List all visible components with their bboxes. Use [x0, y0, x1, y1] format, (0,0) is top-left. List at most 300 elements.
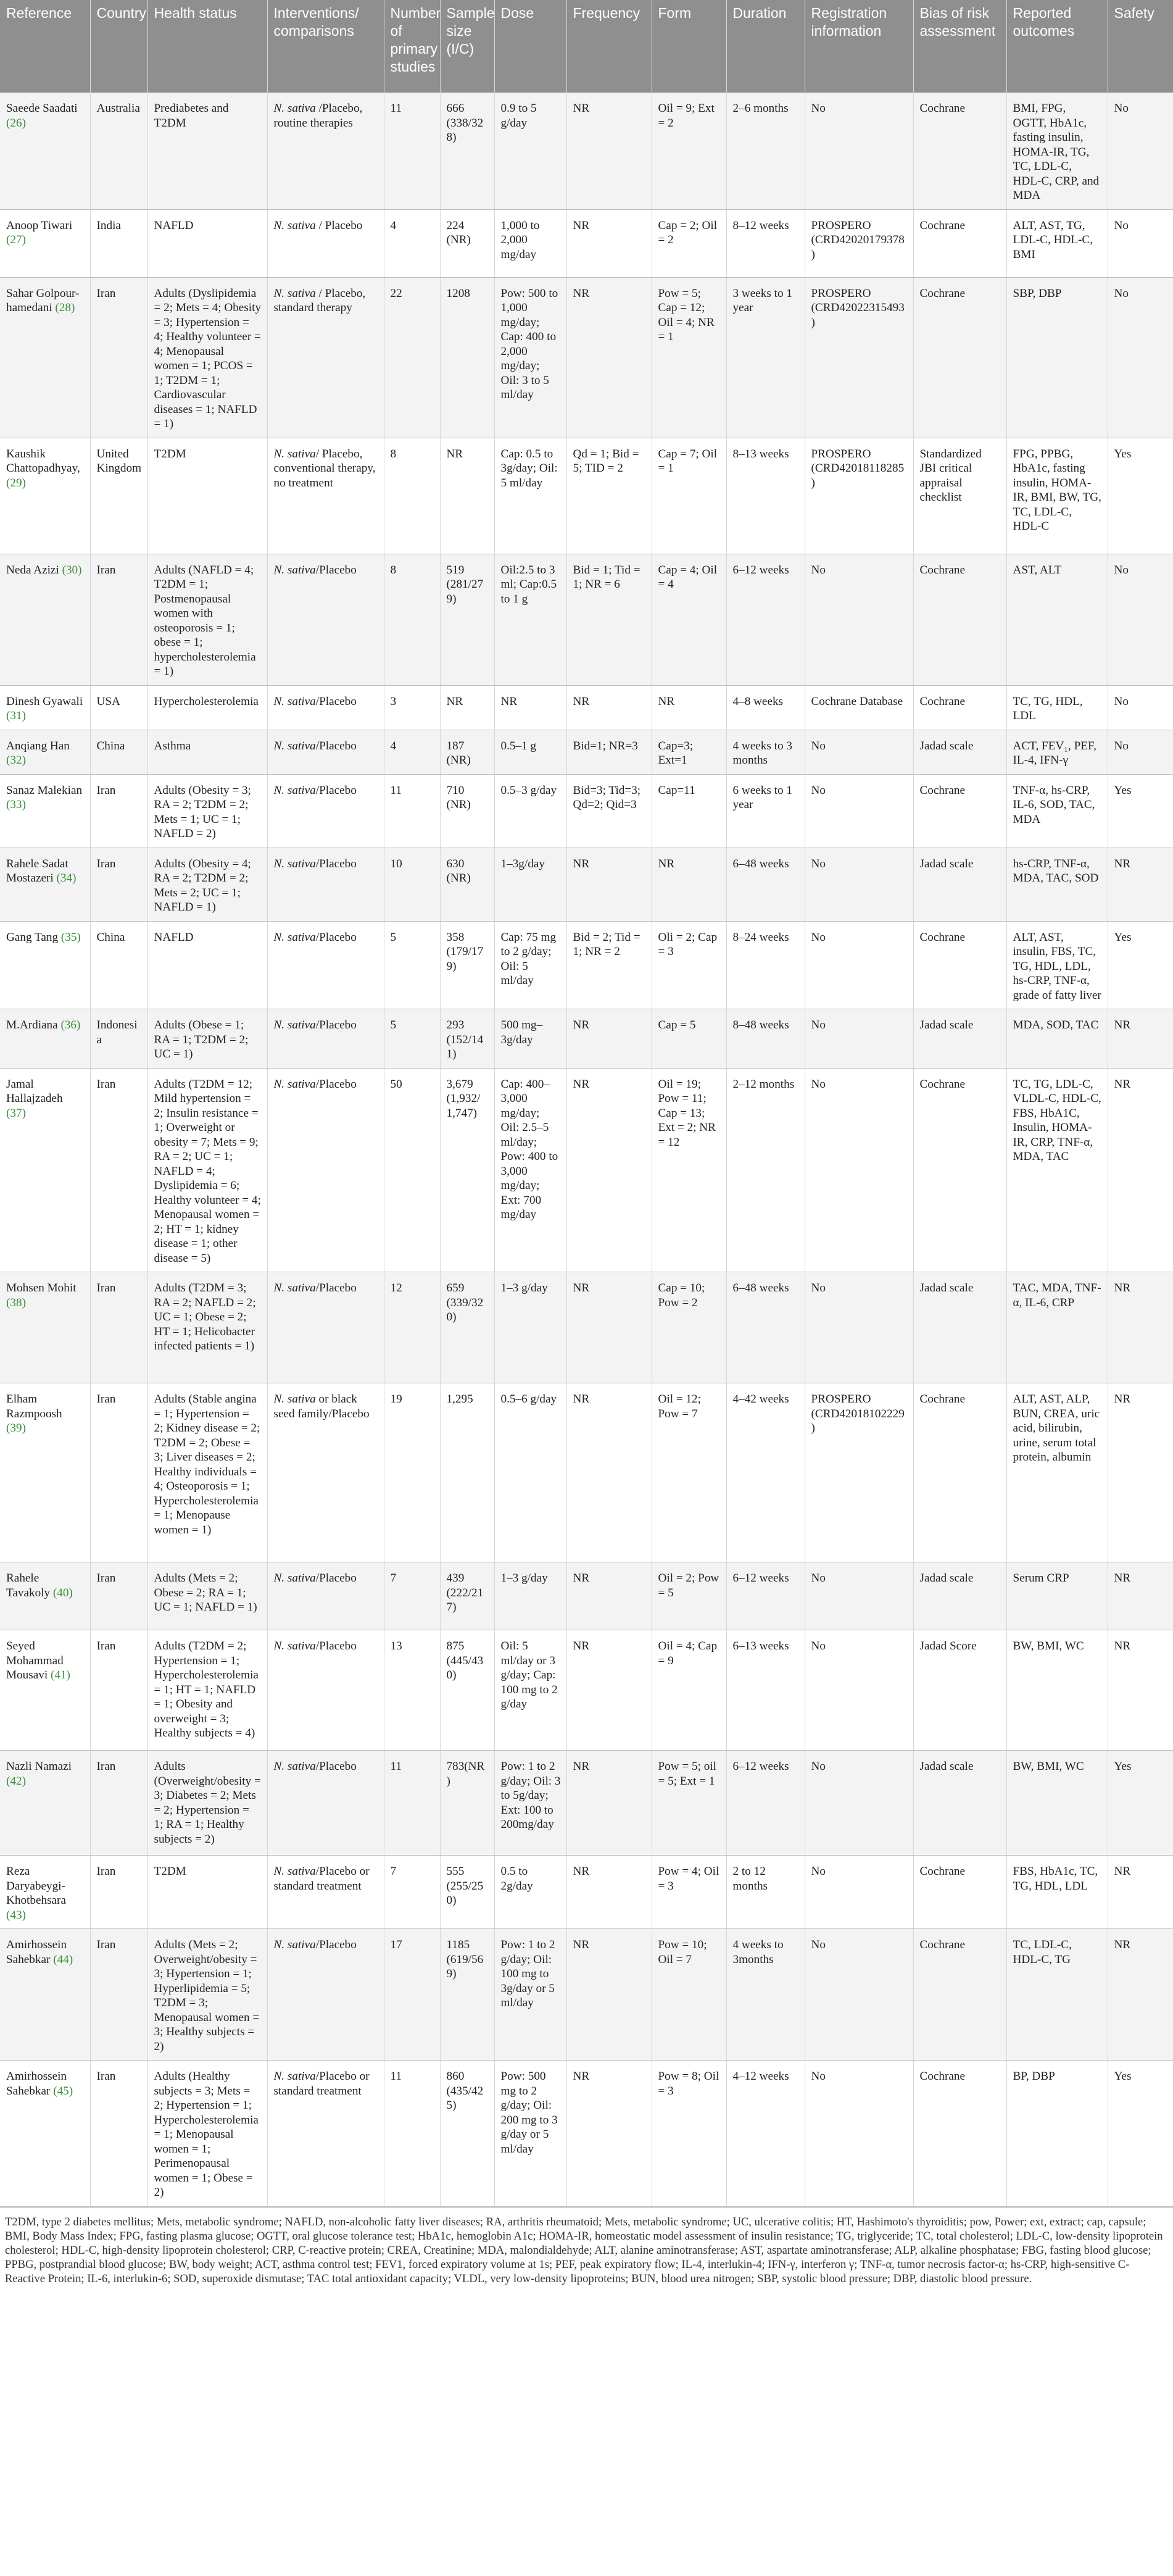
- frequency-cell: NR: [566, 1929, 652, 2061]
- bias-cell: Cochrane: [913, 1929, 1006, 2061]
- column-header-frequency: Frequency: [566, 0, 652, 93]
- dose-cell: Oil:2.5 to 3 ml; Cap:0.5 to 1 g: [494, 554, 566, 685]
- primary-studies-cell: 4: [384, 730, 440, 774]
- bias-cell: Cochrane: [913, 93, 1006, 209]
- form-cell: Cap = 10; Pow = 2: [652, 1272, 726, 1383]
- dose-cell: Pow: 500 to 1,000 mg/day; Cap: 400 to 2,000 mg/day; Oil: 3 to 5 ml/day: [494, 277, 566, 438]
- table-row: [0, 1929, 1173, 2061]
- safety-cell: No: [1108, 93, 1173, 209]
- species-name: N. sativa: [273, 219, 316, 232]
- country-cell: Iran: [90, 277, 147, 438]
- duration-cell: 6–12 weeks: [726, 1751, 805, 1856]
- intervention-cell: [267, 277, 384, 438]
- reference-cell: [0, 1009, 90, 1069]
- form-cell: NR: [652, 685, 726, 730]
- column-header-bias-assessment: Bias of risk assessment: [913, 0, 1006, 93]
- reference-cell: [0, 93, 90, 209]
- outcomes-cell: ALT, AST, TG, LDL-C, HDL-C, BMI: [1006, 209, 1108, 277]
- dose-cell: 0.5–1 g: [494, 730, 566, 774]
- table-header: [0, 0, 1173, 93]
- table-row: [0, 1562, 1173, 1630]
- citation-link[interactable]: (35): [60, 930, 81, 944]
- outcomes-cell: AST, ALT: [1006, 554, 1108, 685]
- frequency-cell: NR: [566, 1562, 652, 1630]
- intervention-cell: [267, 209, 384, 277]
- primary-studies-cell: 17: [384, 1929, 440, 2061]
- safety-cell: Yes: [1108, 2061, 1173, 2207]
- sample-size-cell: 659 (339/320): [440, 1272, 494, 1383]
- safety-cell: Yes: [1108, 921, 1173, 1009]
- bias-cell: Standardized JBI critical appraisal checklist: [913, 438, 1006, 554]
- table-row: [0, 1630, 1173, 1751]
- safety-cell: NR: [1108, 848, 1173, 921]
- sample-size-cell: 439 (222/217): [440, 1562, 494, 1630]
- reference-author: Rahele Tavakoly: [6, 1572, 51, 1599]
- comparison-text: /Placebo: [315, 1938, 357, 1951]
- citation-link[interactable]: (43): [6, 1908, 26, 1922]
- sample-size-cell: NR: [440, 685, 494, 730]
- comparison-text: /Placebo: [315, 694, 357, 708]
- country-cell: Iran: [90, 1272, 147, 1383]
- safety-cell: No: [1108, 277, 1173, 438]
- form-cell: Oil = 4; Cap = 9: [652, 1630, 726, 1751]
- reference-author: Mohsen Mohit: [6, 1282, 77, 1294]
- reference-cell: [0, 1751, 90, 1856]
- outcomes-cell: BMI, FPG, OGTT, HbA1c, fasting insulin, HOMA-IR, TG, TC, LDL-C, HDL-C, CRP, and MDA: [1006, 93, 1108, 209]
- table-row: [0, 685, 1173, 730]
- health-status-cell: Adults (Obesity = 4; RA = 2; T2DM = 2; Mets = 2; UC = 1; NAFLD = 1): [147, 848, 267, 921]
- safety-cell: NR: [1108, 1929, 1173, 2061]
- reference-author: Jamal Hallajzadeh: [6, 1077, 63, 1105]
- reference-author: Gang Tang: [6, 930, 59, 944]
- duration-cell: 4–12 weeks: [726, 2061, 805, 2207]
- citation-link[interactable]: (30): [62, 563, 82, 577]
- species-name: N. sativa: [273, 1640, 316, 1653]
- outcomes-cell: BP, DBP: [1006, 2061, 1108, 2207]
- intervention-cell: [267, 774, 384, 848]
- citation-link[interactable]: (37): [6, 1106, 26, 1120]
- form-cell: Pow = 8; Oil = 3: [652, 2061, 726, 2207]
- registration-cell: PROSPERO (CRD42022315493): [805, 277, 913, 438]
- safety-cell: No: [1108, 554, 1173, 685]
- country-cell: Indonesia: [90, 1009, 147, 1069]
- registration-cell: No: [805, 93, 913, 209]
- safety-cell: No: [1108, 209, 1173, 277]
- sample-size-cell: 710 (NR): [440, 774, 494, 848]
- column-header-sample-size: Sample size (I/C): [440, 0, 494, 93]
- outcomes-cell: hs-CRP, TNF-α, MDA, TAC, SOD: [1006, 848, 1108, 921]
- form-cell: Oil = 19; Pow = 11; Cap = 13; Ext = 2; NR = 12: [652, 1068, 726, 1272]
- reference-cell: [0, 685, 90, 730]
- table-row: [0, 921, 1173, 1009]
- column-header-primary-studies: Number of primary studies: [384, 0, 440, 93]
- form-cell: Pow = 5; oil = 5; Ext = 1: [652, 1751, 726, 1856]
- registration-cell: No: [805, 730, 913, 774]
- form-cell: Pow = 4; Oil = 3: [652, 1856, 726, 1929]
- registration-cell: No: [805, 1630, 913, 1751]
- species-name: N. sativa: [273, 739, 316, 752]
- bias-cell: Jadad scale: [913, 730, 1006, 774]
- registration-cell: No: [805, 921, 913, 1009]
- health-status-cell: Adults (Mets = 2; Overweight/obesity = 3; Hypertension = 1; Hyperlipidemia = 5; T2DM = 3; Menopausal women = 3; Healthy subjects = 2): [147, 1929, 267, 2061]
- form-cell: Cap=11: [652, 774, 726, 848]
- safety-cell: NR: [1108, 1272, 1173, 1383]
- country-cell: USA: [90, 685, 147, 730]
- intervention-cell: [267, 438, 384, 554]
- intervention-cell: [267, 1272, 384, 1383]
- dose-cell: Pow: 1 to 2 g/day; Oil: 100 mg to 3g/day or 5 ml/day: [494, 1929, 566, 2061]
- frequency-cell: NR: [566, 1751, 652, 1856]
- duration-cell: 2–6 months: [726, 93, 805, 209]
- country-cell: Iran: [90, 1562, 147, 1630]
- frequency-cell: NR: [566, 1630, 652, 1751]
- reference-cell: [0, 1856, 90, 1929]
- primary-studies-cell: 8: [384, 554, 440, 685]
- citation-link[interactable]: (41): [50, 1669, 70, 1682]
- reference-author: Rahele Sadat Mostazeri: [6, 857, 68, 885]
- reference-author: Nazli Namazi: [6, 1760, 72, 1773]
- reference-cell: [0, 730, 90, 774]
- duration-cell: 2 to 12 months: [726, 1856, 805, 1929]
- primary-studies-cell: 19: [384, 1383, 440, 1562]
- bias-cell: Cochrane: [913, 1383, 1006, 1562]
- intervention-cell: [267, 554, 384, 685]
- species-name: N. sativa: [273, 286, 316, 300]
- registration-cell: No: [805, 848, 913, 921]
- reference-cell: [0, 554, 90, 685]
- health-status-cell: NAFLD: [147, 209, 267, 277]
- reference-cell: [0, 1630, 90, 1751]
- citation-link[interactable]: (36): [60, 1019, 81, 1032]
- country-cell: Iran: [90, 848, 147, 921]
- reference-author: Anqiang Han: [6, 739, 70, 752]
- bias-cell: Cochrane: [913, 685, 1006, 730]
- sample-size-cell: 783(NR): [440, 1751, 494, 1856]
- safety-cell: No: [1108, 685, 1173, 730]
- reference-cell: [0, 1272, 90, 1383]
- health-status-cell: Adults (Mets = 2; Obese = 2; RA = 1; UC = 1; NAFLD = 1): [147, 1562, 267, 1630]
- species-name: N. sativa: [273, 857, 316, 870]
- citation-link[interactable]: (38): [6, 1296, 26, 1309]
- reference-author: Anoop Tiwari: [6, 219, 73, 232]
- sample-size-cell: 666 (338/328): [440, 93, 494, 209]
- form-cell: Cap = 5: [652, 1009, 726, 1069]
- health-status-cell: Adults (Dyslipidemia = 2; Mets = 4; Obesity = 3; Hypertension = 4; Healthy volunteer = 4; Menopausal women = 1; PCOS = 1; T2DM = 1; Cardiovascular diseases = 1; NAFLD = 1): [147, 277, 267, 438]
- comparison-text: / Placebo, standard therapy: [273, 286, 366, 314]
- intervention-cell: [267, 848, 384, 921]
- comparison-text: /Placebo or standard treatment: [273, 2070, 370, 2098]
- duration-cell: 6–48 weeks: [726, 1272, 805, 1383]
- table-body: [0, 93, 1173, 2206]
- intervention-cell: [267, 1009, 384, 1069]
- health-status-cell: T2DM: [147, 438, 267, 554]
- comparison-text: /Placebo: [315, 739, 357, 752]
- safety-cell: NR: [1108, 1009, 1173, 1069]
- table-row: [0, 93, 1173, 209]
- dose-cell: Cap: 75 mg to 2 g/day; Oil: 5 ml/day: [494, 921, 566, 1009]
- reference-author: Neda Azizi: [6, 563, 59, 577]
- form-cell: Oil = 2; Pow = 5: [652, 1562, 726, 1630]
- country-cell: India: [90, 209, 147, 277]
- species-name: N. sativa: [273, 1938, 316, 1951]
- reference-cell: [0, 1562, 90, 1630]
- health-status-cell: Adults (Healthy subjects = 3; Mets = 2; Hypertension = 1; Hypercholesterolemia = 1; Menopausal women = 1; Perimenopausal women = 1; Obese = 2): [147, 2061, 267, 2207]
- outcomes-cell: TC, TG, HDL, LDL: [1006, 685, 1108, 730]
- dose-cell: 1–3 g/day: [494, 1272, 566, 1383]
- form-cell: Pow = 5; Cap = 12; Oil = 4; NR = 1: [652, 277, 726, 438]
- duration-cell: 6 weeks to 1 year: [726, 774, 805, 848]
- health-status-cell: Adults (NAFLD = 4; T2DM = 1; Postmenopausal women with osteoporosis = 1; obese = 1; hypercholesterolemia = 1): [147, 554, 267, 685]
- comparison-text: /Placebo: [315, 930, 357, 944]
- outcomes-cell: MDA, SOD, TAC: [1006, 1009, 1108, 1069]
- duration-cell: 6–48 weeks: [726, 848, 805, 921]
- reference-cell: [0, 921, 90, 1009]
- outcomes-cell: BW, BMI, WC: [1006, 1751, 1108, 1856]
- country-cell: China: [90, 921, 147, 1009]
- table-row: [0, 1068, 1173, 1272]
- intervention-cell: [267, 685, 384, 730]
- outcomes-cell: ALT, AST, ALP, BUN, CREA, uric acid, bilirubin, urine, serum total protein, albumin: [1006, 1383, 1108, 1562]
- primary-studies-cell: 11: [384, 2061, 440, 2207]
- comparison-text: /Placebo: [315, 1077, 357, 1091]
- country-cell: Iran: [90, 1068, 147, 1272]
- citation-link[interactable]: (29): [6, 476, 26, 490]
- reference-author: Sahar Golpour-hamedani: [6, 286, 80, 314]
- species-name: N. sativa: [273, 563, 316, 577]
- registration-cell: No: [805, 1929, 913, 2061]
- country-cell: Iran: [90, 2061, 147, 2207]
- primary-studies-cell: 13: [384, 1630, 440, 1751]
- dose-cell: Pow: 1 to 2 g/day; Oil: 3 to 5g/day; Ext: 100 to 200mg/day: [494, 1751, 566, 1856]
- sample-size-cell: 224 (NR): [440, 209, 494, 277]
- safety-cell: NR: [1108, 1383, 1173, 1562]
- duration-cell: 8–12 weeks: [726, 209, 805, 277]
- country-cell: Iran: [90, 774, 147, 848]
- bias-cell: Jadad scale: [913, 1272, 1006, 1383]
- primary-studies-cell: 4: [384, 209, 440, 277]
- comparison-text: /Placebo: [315, 1760, 357, 1773]
- duration-cell: 6–13 weeks: [726, 1630, 805, 1751]
- reference-author: Elham Razmpoosh: [6, 1393, 62, 1420]
- sample-size-cell: 519 (281/279): [440, 554, 494, 685]
- country-cell: China: [90, 730, 147, 774]
- frequency-cell: Bid=1; NR=3: [566, 730, 652, 774]
- species-name: N. sativa: [273, 1393, 316, 1406]
- frequency-cell: Qd = 1; Bid = 5; TID = 2: [566, 438, 652, 554]
- table-footnote: T2DM, type 2 diabetes mellitus; Mets, metabolic syndrome; NAFLD, non-alcoholic fatty liver diseases; RA, arthritis rheumatoid; Mets, metabolic syndrome; UC, ulcerative colitis; HT, Hashimoto's thyroiditis; pow, Power; ext, extract; cap, capsule; BMI, Body Mass Index; FPG, fasting plasma glucose; OGTT, oral glucose tolerance test; HbA1c, hemoglobin A1c; HOMA-IR, homeostatic model assessment of insulin resistance; TG, triglyceride; TC, total cholesterol; LDL-C, low-density lipoprotein cholesterol; HDL-C, high-density lipoprotein cholesterol; CRP, C-reactive protein; CREA, Creatinine; MDA, malondialdehyde; ALT, alanine aminotransferase; AST, aspartate aminotransferase; ALP, alkaline phosphatase; FBG, fasting blood glucose; PPBG, postprandial blood glucose; BW, body weight; ACT, asthma control test; FEV1, forced expiratory volume at 1s; PEF, peak expiratory flow; IL-4, interlukin-4; IFN-γ, interferon γ; TNF-α, tumor necrosis factor-α; hs-CRP, high-sensitive C-Reactive Protein; IL-6, interlukin-6; SOD, superoxide dismutase; TAC total antioxidant capacity; VLDL, very low-density lipoproteins; BUN, blood urea nitrogen; SBP, systolic blood pressure; DBP, diastolic blood pressure.: [0, 2207, 1173, 2286]
- frequency-cell: NR: [566, 1856, 652, 1929]
- column-header-form: Form: [652, 0, 726, 93]
- reference-cell: [0, 277, 90, 438]
- duration-cell: 3 weeks to 1 year: [726, 277, 805, 438]
- citation-link[interactable]: (40): [52, 1586, 73, 1599]
- registration-cell: No: [805, 1751, 913, 1856]
- table-row: [0, 1383, 1173, 1562]
- citation-link[interactable]: (27): [6, 233, 26, 246]
- sample-size-cell: 630 (NR): [440, 848, 494, 921]
- sample-size-cell: 1185 (619/569): [440, 1929, 494, 2061]
- reference-author: M.Ardiana: [6, 1019, 58, 1032]
- safety-cell: NR: [1108, 1856, 1173, 1929]
- bias-cell: Jadad scale: [913, 1562, 1006, 1630]
- reference-cell: [0, 1929, 90, 2061]
- bias-cell: Cochrane: [913, 554, 1006, 685]
- registration-cell: PROSPERO (CRD42018102229): [805, 1383, 913, 1562]
- duration-cell: 8–24 weeks: [726, 921, 805, 1009]
- country-cell: United Kingdom: [90, 438, 147, 554]
- dose-cell: 1–3 g/day: [494, 1562, 566, 1630]
- country-cell: Iran: [90, 1929, 147, 2061]
- duration-cell: 8–13 weeks: [726, 438, 805, 554]
- table-row: [0, 1856, 1173, 1929]
- intervention-cell: [267, 1562, 384, 1630]
- sample-size-cell: 1,295: [440, 1383, 494, 1562]
- species-name: N. sativa: [273, 783, 316, 797]
- outcomes-cell: FPG, PPBG, HbA1c, fasting insulin, HOMA-IR, BMI, BW, TG, TC, LDL-C, HDL-C: [1006, 438, 1108, 554]
- dose-cell: Cap: 400–3,000 mg/day; Oil: 2.5–5 ml/day; Pow: 400 to 3,000 mg/day; Ext: 700 mg/day: [494, 1068, 566, 1272]
- primary-studies-cell: 50: [384, 1068, 440, 1272]
- frequency-cell: Bid = 2; Tid = 1; NR = 2: [566, 921, 652, 1009]
- species-name: N. sativa: [273, 1572, 316, 1585]
- frequency-cell: NR: [566, 1068, 652, 1272]
- safety-cell: Yes: [1108, 1751, 1173, 1856]
- outcomes-cell: ALT, AST, insulin, FBS, TC, TG, HDL, LDL, hs-CRP, TNF-α, grade of fatty liver: [1006, 921, 1108, 1009]
- country-cell: Iran: [90, 1630, 147, 1751]
- table-row: [0, 848, 1173, 921]
- table-row: [0, 209, 1173, 277]
- reference-author: Sanaz Malekian: [6, 783, 83, 797]
- reference-cell: [0, 1068, 90, 1272]
- registration-cell: No: [805, 1562, 913, 1630]
- frequency-cell: Bid=3; Tid=3; Qd=2; Qid=3: [566, 774, 652, 848]
- comparison-text: /Placebo: [315, 1572, 357, 1585]
- species-name: N. sativa: [273, 447, 316, 461]
- country-cell: Australia: [90, 93, 147, 209]
- citation-link[interactable]: (42): [6, 1774, 26, 1788]
- intervention-cell: [267, 1856, 384, 1929]
- reference-cell: [0, 438, 90, 554]
- duration-cell: 4 weeks to 3months: [726, 1929, 805, 2061]
- reference-cell: [0, 2061, 90, 2207]
- citation-link[interactable]: (39): [6, 1422, 26, 1435]
- comparison-text: /Placebo: [315, 1640, 357, 1653]
- reference-author: Kaushik Chattopadhyay,: [6, 447, 80, 475]
- dose-cell: 1–3g/day: [494, 848, 566, 921]
- table-row: [0, 554, 1173, 685]
- species-name: N. sativa: [273, 102, 316, 115]
- registration-cell: No: [805, 554, 913, 685]
- dose-cell: Oil: 5 ml/day or 3 g/day; Cap: 100 mg to 2 g/day: [494, 1630, 566, 1751]
- sample-size-cell: 293 (152/141): [440, 1009, 494, 1069]
- citation-link[interactable]: (33): [6, 798, 26, 811]
- table-row: [0, 2061, 1173, 2207]
- registration-cell: No: [805, 2061, 913, 2207]
- duration-cell: 4–42 weeks: [726, 1383, 805, 1562]
- primary-studies-cell: 10: [384, 848, 440, 921]
- frequency-cell: Bid = 1; Tid = 1; NR = 6: [566, 554, 652, 685]
- intervention-cell: [267, 93, 384, 209]
- comparison-text: / Placebo, conventional therapy, no treatment: [273, 447, 376, 490]
- bias-cell: Cochrane: [913, 2061, 1006, 2207]
- reference-author: Reza Daryabeygi-Khotbehsara: [6, 1865, 66, 1907]
- bias-cell: Cochrane: [913, 921, 1006, 1009]
- health-status-cell: Hypercholesterolemia: [147, 685, 267, 730]
- registration-cell: PROSPERO (CRD42020179378): [805, 209, 913, 277]
- column-header-dose: Dose: [494, 0, 566, 93]
- table-row: [0, 438, 1173, 554]
- registration-cell: No: [805, 1856, 913, 1929]
- table-row: [0, 1272, 1173, 1383]
- comparison-text: /Placebo: [315, 1282, 357, 1294]
- table-row: [0, 1009, 1173, 1069]
- primary-studies-cell: 22: [384, 277, 440, 438]
- health-status-cell: Adults (Obesity = 3; RA = 2; T2DM = 2; Mets = 1; UC = 1; NAFLD = 2): [147, 774, 267, 848]
- frequency-cell: NR: [566, 93, 652, 209]
- primary-studies-cell: 3: [384, 685, 440, 730]
- species-name: N. sativa: [273, 694, 316, 708]
- primary-studies-cell: 7: [384, 1856, 440, 1929]
- intervention-cell: [267, 1630, 384, 1751]
- frequency-cell: NR: [566, 277, 652, 438]
- outcomes-cell: Serum CRP: [1006, 1562, 1108, 1630]
- duration-cell: 4 weeks to 3 months: [726, 730, 805, 774]
- species-name: N. sativa: [273, 1760, 316, 1773]
- citation-link[interactable]: (45): [53, 2084, 73, 2098]
- bias-cell: Jadad scale: [913, 848, 1006, 921]
- duration-cell: 8–48 weeks: [726, 1009, 805, 1069]
- form-cell: Cap = 2; Oil = 2: [652, 209, 726, 277]
- sample-size-cell: 358 (179/179): [440, 921, 494, 1009]
- form-cell: Cap = 4; Oil = 4: [652, 554, 726, 685]
- intervention-cell: [267, 730, 384, 774]
- primary-studies-cell: 8: [384, 438, 440, 554]
- registration-cell: No: [805, 774, 913, 848]
- citation-link[interactable]: (44): [53, 1953, 73, 1966]
- species-name: N. sativa: [273, 1282, 316, 1294]
- intervention-cell: [267, 1068, 384, 1272]
- form-cell: Cap = 7; Oil = 1: [652, 438, 726, 554]
- reference-author: Amirhossein Sahebkar: [6, 2070, 67, 2098]
- citation-link[interactable]: (28): [55, 301, 75, 314]
- health-status-cell: Adults (Overweight/obesity = 3; Diabetes = 2; Mets = 2; Hypertension = 1; RA = 1; Healthy subjects = 2): [147, 1751, 267, 1856]
- table-row: [0, 1751, 1173, 1856]
- duration-cell: 2–12 months: [726, 1068, 805, 1272]
- citation-link[interactable]: (32): [6, 754, 26, 767]
- column-header-reference: Reference: [0, 0, 90, 93]
- outcomes-cell: SBP, DBP: [1006, 277, 1108, 438]
- frequency-cell: NR: [566, 1272, 652, 1383]
- primary-studies-cell: 5: [384, 921, 440, 1009]
- citation-link[interactable]: (34): [56, 872, 77, 885]
- citation-link[interactable]: (26): [6, 116, 26, 130]
- comparison-text: /Placebo: [315, 563, 357, 577]
- frequency-cell: NR: [566, 209, 652, 277]
- health-status-cell: T2DM: [147, 1856, 267, 1929]
- sample-size-cell: 875 (445/430): [440, 1630, 494, 1751]
- frequency-cell: NR: [566, 2061, 652, 2207]
- comparison-text: / Placebo: [315, 219, 363, 232]
- dose-cell: Cap: 0.5 to 3g/day; Oil: 5 ml/day: [494, 438, 566, 554]
- sample-size-cell: 3,679 (1,932/ 1,747): [440, 1068, 494, 1272]
- species-name: N. sativa: [273, 930, 316, 944]
- frequency-cell: NR: [566, 1009, 652, 1069]
- form-cell: Pow = 10; Oil = 7: [652, 1929, 726, 2061]
- citation-link[interactable]: (31): [6, 709, 26, 722]
- reference-author: Saeede Saadati: [6, 102, 78, 115]
- outcomes-cell: TNF-α, hs-CRP, IL-6, SOD, TAC, MDA: [1006, 774, 1108, 848]
- dose-cell: 0.5–6 g/day: [494, 1383, 566, 1562]
- safety-cell: Yes: [1108, 438, 1173, 554]
